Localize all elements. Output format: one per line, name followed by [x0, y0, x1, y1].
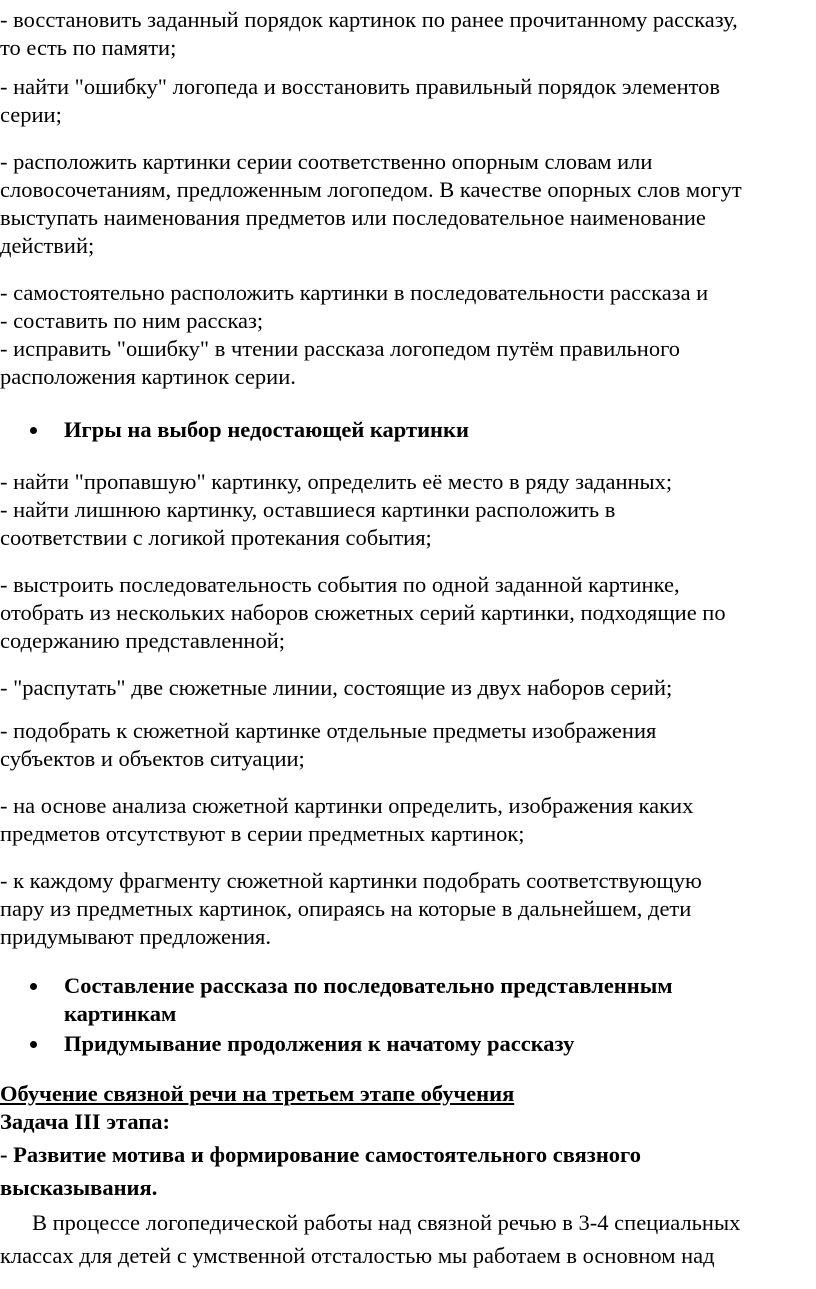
section-heading: Обучение связной речи на третьем этапе обучения: [0, 1081, 515, 1106]
bullet-heading: Придумывание продолжения к начатому рассказу: [64, 1031, 575, 1056]
text-line: расположения картинок серии.: [0, 364, 296, 389]
text-line: пару из предметных картинок, опираясь на которые в дальнейшем, дети: [0, 896, 692, 921]
text-line: содержанию представленной;: [0, 628, 285, 653]
text-line: - восстановить заданный порядок картинок по ранее прочитанному рассказу,: [0, 7, 738, 32]
text-line: словосочетаниям, предложенным логопедом. В качестве опорных слов могут: [0, 177, 742, 202]
text-line: - "распутать" две сюжетные линии, состоящие из двух наборов серий;: [0, 675, 673, 700]
bullet-icon: [30, 427, 37, 434]
text-line: отобрать из нескольких наборов сюжетных серий картинки, подходящие по: [0, 600, 726, 625]
text-line: соответствии с логикой протекания события;: [0, 525, 432, 550]
text-line: - найти "пропавшую" картинку, определить её место в ряду заданных;: [0, 469, 673, 494]
bullet-heading: Игры на выбор недостающей картинки: [64, 417, 469, 442]
text-line: - расположить картинки серии соответственно опорным словам или: [0, 149, 653, 174]
text-line: придумывают предложения.: [0, 924, 272, 949]
text-line: субъектов и объектов ситуации;: [0, 746, 305, 771]
text-line: то есть по памяти;: [0, 35, 177, 60]
text-line: - исправить "ошибку" в чтении рассказа логопедом путём правильного: [0, 336, 681, 361]
text-line: - на основе анализа сюжетной картинки определить, изображения каких: [0, 793, 694, 818]
text-line: В процессе логопедической работы над связной речью в 3-4 специальных: [32, 1210, 741, 1235]
bullet-icon: [30, 1041, 37, 1048]
text-line: - самостоятельно расположить картинки в последовательности рассказа и: [0, 280, 709, 305]
bullet-heading: Составление рассказа по последовательно представленным: [64, 973, 673, 998]
text-line: - найти "ошибку" логопеда и восстановить правильный порядок элементов: [0, 74, 721, 99]
task-label: Задача III этапа:: [0, 1109, 171, 1134]
text-line: классах для детей с умственной отсталостью мы работаем в основном над: [0, 1243, 715, 1268]
text-line: - к каждому фрагменту сюжетной картинки подобрать соответствующую: [0, 868, 702, 893]
bullet-heading: картинкам: [64, 1001, 177, 1026]
text-line: предметов отсутствуют в серии предметных картинок;: [0, 821, 525, 846]
task-text: - Развитие мотива и формирование самостоятельного связного: [0, 1142, 641, 1167]
text-line: - составить по ним рассказ;: [0, 308, 264, 333]
text-line: действий;: [0, 233, 95, 258]
text-line: серии;: [0, 102, 62, 127]
text-line: выступать наименования предметов или последовательное наименование: [0, 205, 706, 230]
task-text: высказывания.: [0, 1175, 158, 1200]
text-line: - найти лишнюю картинку, оставшиеся картинки расположить в: [0, 497, 616, 522]
text-line: - подобрать к сюжетной картинке отдельные предметы изображения: [0, 718, 657, 743]
bullet-icon: [30, 983, 37, 990]
text-line: - выстроить последовательность события по одной заданной картинке,: [0, 572, 680, 597]
